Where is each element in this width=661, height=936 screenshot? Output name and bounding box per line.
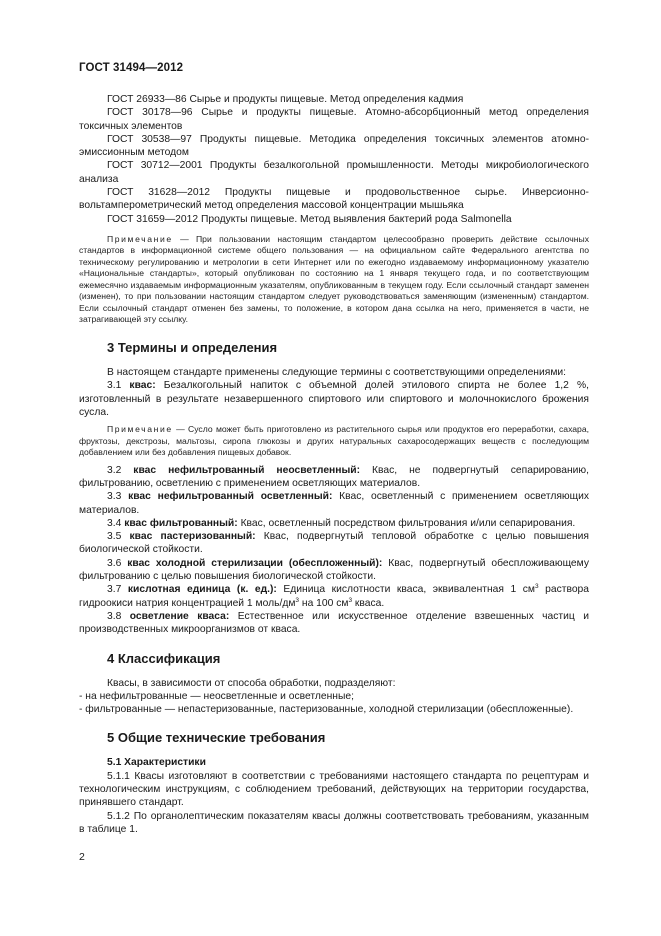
term-definition: на 100 см: [299, 597, 349, 609]
section-4-intro: Квасы, в зависимости от способа обработки, подразделяют:: [107, 677, 396, 689]
reference-item: ГОСТ 26933—86 Сырье и продукты пищевые. Метод определения кадмия: [107, 94, 464, 105]
term-3-6: [79, 557, 589, 584]
term-definition: Естественное или искусственное отделение взвешенных частиц и производственных микроорганизмов от кваса.: [79, 610, 589, 636]
list-item: - на нефильтрованные — неосветленные и осветленные;: [79, 690, 354, 702]
term-name: квас нефильтрованный неосветленный:: [133, 464, 361, 476]
superscript: 3: [534, 583, 539, 591]
term-number: 3.6: [107, 557, 128, 569]
term-number: 3.1: [107, 380, 130, 392]
note-lead: Примечание: [107, 233, 173, 244]
term-definition: Квас, не подвергнутый сепарированию, фильтрованию, осветлению с применением осветляющих материалов.: [79, 464, 589, 489]
term-name: квас фильтрованный:: [124, 517, 238, 529]
note-text: — При пользовании настоящим стандартом целесообразно проверить действие ссылочных стандартов в информационной системе общего пользования — на официальном сайте Федерального агентства по техническому регулированию и метрологии в сети Интернет или по ежегодно издаваемому информационному указателю «Национальные стандарты», который опубликован по состоянию на 1 января текущего года, и по соответствующим ежемесячно издаваемым информационным указателям, опубликованным в текущем году. Если ссылочный стандарт заменен (изменен), то при пользовании настоящим стандартом следует руководствоваться заменяющим (измененным) стандартом. Если ссылочный стандарт отменен без замены, то положение, в котором дана ссылка на него, применяется в части, не затрагивающей эту ссылку.: [79, 233, 589, 325]
term-definition: Квас, подвергнутый обеспложивающему фильтрованию с целью повышения биологической стойкости.: [79, 557, 589, 583]
list-item: - фильтрованные — непастеризованные, пастеризованные, холодной стерилизации (обеспложенные).: [79, 704, 574, 716]
term-definition: Квас, осветленный с применением осветляющих материалов.: [79, 491, 589, 516]
section-5-title: 5 Общие технические требования: [107, 730, 326, 746]
paragraph-5-1-2: 5.1.2 По органолептическим показателям квасы должны соответствовать требованиям, указанным в таблице 1.: [79, 810, 589, 835]
term-number: 3.7: [107, 584, 128, 596]
term-3-2: [79, 464, 589, 491]
term-definition: Безалкогольный напиток с объемной долей этилового спирта не более 1,2 %, изготовленный в результате незавершенного спиртового или спиртового и молочнокислого брожения сусла.: [79, 380, 589, 418]
term-definition: раствора гидроокиси натрия концентрацией 1 моль/дм: [79, 584, 589, 609]
note-text: — Сусло может быть приготовлено из растительного сырья или продуктов его переработки, сахара, фруктозы, декстрозы, мальтозы, сиропа глюкозы и других натуральных сахаросодержащих веществ с последующим добавлением или без добавления пищевых добавок.: [79, 424, 589, 458]
reference-item: ГОСТ 30712—2001 Продукты безалкогольной промышленности. Методы микробиологического анализа: [79, 160, 589, 185]
section-4-title: 4 Классификация: [107, 650, 221, 666]
section-3-intro: В настоящем стандарте применены следующие термины с соответствующими определениями:: [107, 366, 567, 378]
reference-item: ГОСТ 31628—2012 Продукты пищевые и продовольственное сырье. Инверсионно-вольтамперометрический метод определения массовой концентрации мышьяка: [79, 187, 589, 212]
superscript: 3: [348, 596, 353, 604]
term-name: квас нефильтрованный осветленный:: [128, 491, 333, 503]
term-3-8: [79, 610, 589, 637]
reference-item: ГОСТ 30538—97 Продукты пищевые. Методика определения токсичных элементов атомно-эмиссионным методом: [79, 133, 589, 159]
term-3-4: [79, 517, 589, 530]
term-3-1: [79, 379, 589, 419]
term-name: квас пастеризованный:: [129, 531, 256, 543]
term-definition: Квас, осветленный посредством фильтрования и/или сепарирования.: [237, 517, 576, 529]
term-name: квас холодной стерилизации (обеспложенный):: [127, 557, 383, 569]
section-3-title: 3 Термины и определения: [107, 339, 278, 355]
subsection-5-1-title: 5.1 Характеристики: [107, 757, 206, 769]
note-references: [79, 234, 589, 326]
term-name: квас:: [129, 380, 156, 392]
page-number: 2: [79, 851, 85, 863]
note-wort: [79, 424, 589, 459]
superscript: 3: [295, 596, 300, 604]
term-number: 3.5: [107, 531, 130, 543]
term-3-5: [79, 530, 589, 557]
note-lead: Примечание: [107, 424, 173, 435]
term-number: 3.8: [107, 610, 130, 622]
page-content: [79, 93, 589, 836]
standard-code-header: ГОСТ 31494—2012: [79, 62, 184, 74]
term-number: 3.2: [107, 464, 134, 476]
term-definition: кваса.: [352, 597, 385, 609]
reference-item: ГОСТ 31659—2012 Продукты пищевые. Метод выявления бактерий рода Salmonella: [107, 213, 512, 225]
term-3-3: [79, 490, 589, 517]
term-number: 3.3: [107, 491, 129, 503]
paragraph-5-1-1: 5.1.1 Квасы изготовляют в соответствии с требованиями настоящего стандарта по рецептурам и технологическим инструкциям, с соблюдением требований, действующих на территории государства, принявшего стандарт.: [79, 770, 589, 809]
term-name: осветление кваса:: [129, 610, 230, 622]
term-definition: Квас, подвергнутый тепловой обработке с целью повышения биологической стойкости.: [79, 531, 589, 556]
term-name: кислотная единица (к. ед.):: [127, 584, 277, 596]
term-3-7: [79, 583, 589, 610]
term-definition: Единица кислотности кваса, эквивалентная 1 см: [276, 584, 535, 596]
term-number: 3.4: [107, 517, 125, 529]
reference-item: ГОСТ 30178—96 Сырье и продукты пищевые. Атомно-абсорбционный метод определения токсичных элементов: [79, 107, 589, 132]
